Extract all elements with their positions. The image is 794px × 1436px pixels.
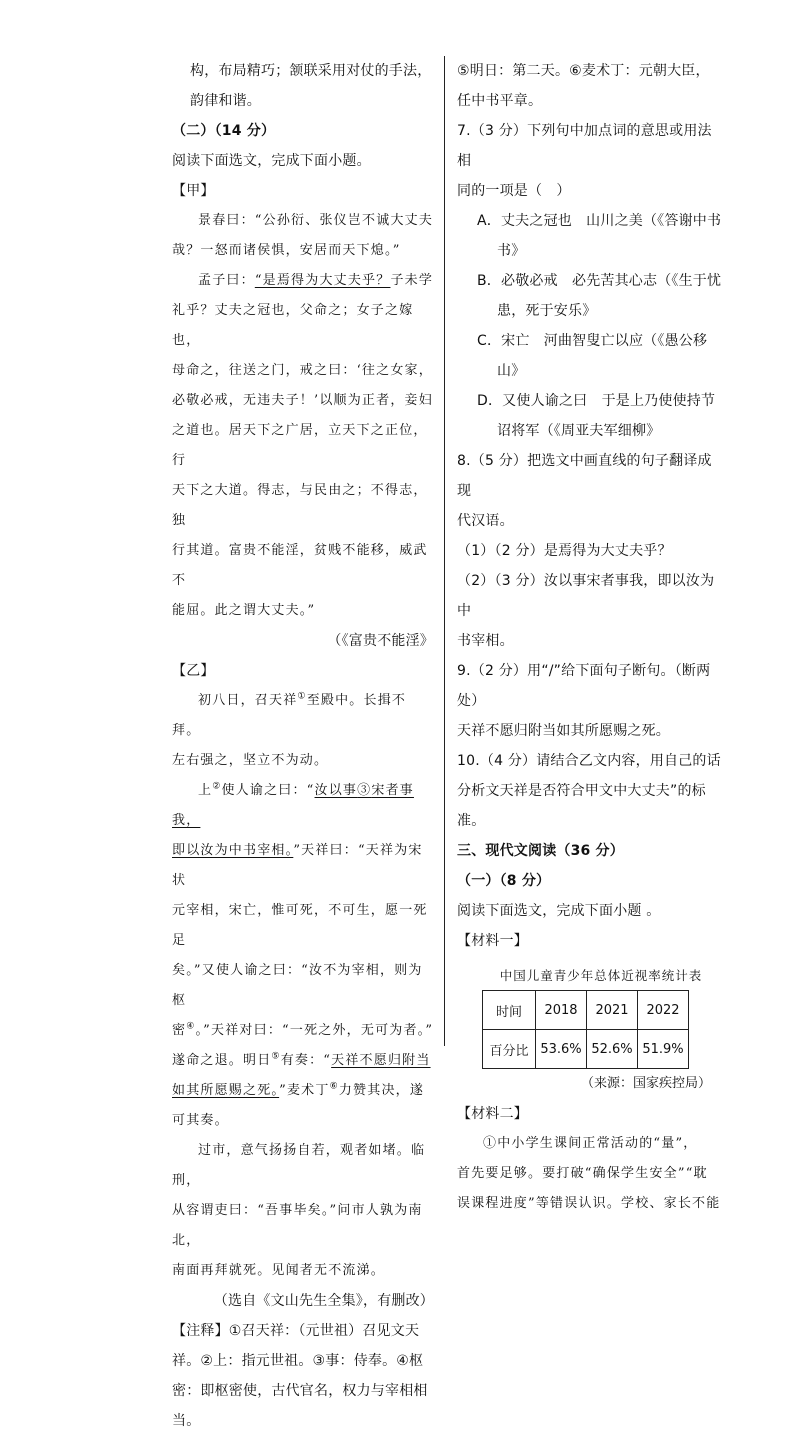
underlined-sentence: 宋者事我， [172, 783, 414, 828]
text-span: ”天祥曰：“天祥为宋状 [172, 843, 423, 888]
material-2-line: ①中小学生课间正常活动的“量”， [483, 1136, 698, 1151]
option-c: 山》 [497, 363, 526, 379]
material-label: 【材料二】 [457, 1106, 528, 1122]
question-9: 9.（2 分）用“/”给下面句子断句。（断两处） [457, 663, 711, 709]
material-label: 【材料一】 [457, 933, 528, 949]
material-2-line: 首先要足够。要打破“确保学生安全”“耽 [457, 1166, 708, 1181]
jia-paragraph-line: 行其道。富贵不能淫，贫贱不能移，威武不 [172, 543, 428, 588]
text-span: 有奏：“ [280, 1053, 332, 1068]
myopia-rate-table [482, 990, 689, 1069]
option-c: C．宋亡 河曲智叟亡以应（《愚公移 [477, 333, 708, 349]
option-b: B．必敬必戒 必先苦其心志（《生于忧 [477, 273, 722, 289]
table-cell: 52.6% [587, 1030, 638, 1069]
footnote-marker: ② [212, 781, 222, 792]
question-8-part-2: （2）（3 分）汝以事宋者事我，即以汝为中 [457, 573, 715, 619]
yi-paragraph-line [172, 686, 434, 746]
table-source: （来源：国家疾控局） [580, 1076, 711, 1091]
question-7: 同的一项是（ ） [457, 183, 571, 199]
question-10: 分析文天祥是否符合甲文中大丈夫”的标准。 [457, 783, 706, 829]
yi-paragraph-line: 左右强之，坚立不为动。 [172, 753, 329, 768]
option-d: D．又使人谕之曰 于是上乃使使持节 [477, 393, 716, 409]
intro-line: 韵律和谐。 [190, 93, 261, 109]
question-9: 天祥不愿归附当如其所愿赐之死。 [457, 723, 670, 739]
table-cell: 53.6% [536, 1030, 587, 1069]
question-7: 7.（3 分）下列句中加点词的意思或用法相 [457, 123, 712, 169]
text-span: 。”天祥对曰：“一死之外，无可为者。” [195, 1023, 434, 1038]
underlined-sentence: 如其所愿赐之死。 [172, 1083, 280, 1098]
text-span: 遂命之退。明日 [172, 1053, 272, 1068]
table-cell: 51.9% [638, 1030, 689, 1069]
instruction: 阅读下面选文，完成下面小题。 [172, 153, 371, 169]
jia-paragraph-line: 之道也。居天下之广居，立天下之正位，行 [172, 423, 428, 468]
jia-source: （《富贵不能淫》 [327, 633, 434, 649]
section-heading: （一）（8 分） [457, 873, 551, 889]
option-b: 患，死于安乐》 [497, 303, 597, 319]
table-row [483, 991, 689, 1030]
underlined-sentence: 即以汝为中书宰相。 [172, 843, 294, 858]
table-row [483, 1030, 689, 1069]
yi-paragraph-line [172, 836, 434, 896]
text-span: ”麦术丁 [279, 1083, 330, 1098]
yi-paragraph-line: 南面再拜就死。见闻者无不流涕。 [172, 1263, 386, 1278]
yi-paragraph-line: 矣。”又使人谕之曰：“汝不为宰相，则为枢 [172, 963, 423, 1008]
material-2-line: 误课程进度”等错误认识。学校、家长不能 [457, 1196, 721, 1211]
intro-line: 构，布局精巧；颔联采用对仗的手法， [190, 63, 432, 79]
jia-paragraph-line [172, 266, 434, 296]
text-span: 力赞其决，遂 [338, 1083, 425, 1098]
footnote-marker: ① [297, 691, 307, 702]
question-8: 8.（5 分）把选文中画直线的句子翻译成现 [457, 453, 712, 499]
yi-paragraph-line: 过市，意气扬扬自若，观者如堵。临刑， [172, 1143, 426, 1188]
jia-paragraph-line: 景春曰：“公孙衍、张仪岂不诚大丈夫 [198, 213, 434, 228]
question-8-part-1: （1）（2 分）是焉得为大丈夫乎？ [457, 543, 672, 559]
section-heading: （二）（14 分） [172, 123, 276, 139]
table-cell: 时间 [483, 991, 536, 1030]
yi-paragraph-line [172, 776, 434, 836]
underlined-sentence: 天祥不愿归附当 [331, 1053, 431, 1068]
jia-paragraph-line: 母命之，往送之门，戒之曰：‘往之女家， [172, 363, 433, 378]
yi-paragraph-line: 可其奏。 [172, 1113, 229, 1128]
footnote-marker: ④ [186, 1021, 196, 1032]
text-span: 使人谕之曰：“ [221, 783, 315, 798]
yi-source: （选自《文山先生全集》，有删改） [213, 1293, 434, 1309]
notes-line: 任中书平章。 [457, 93, 543, 109]
text-span: 孟子曰： [198, 273, 255, 288]
notes-line: 密：即枢密使，古代官名，权力与宰相相当。 [172, 1383, 428, 1429]
table-cell: 百分比 [483, 1030, 536, 1069]
column-divider [444, 56, 445, 1046]
notes-line: 祥。②上：指元世祖。③事：侍奉。④枢 [172, 1353, 424, 1369]
yi-paragraph-line [172, 1076, 434, 1106]
notes-line: 【注释】①召天祥：（元世祖）召见文天 [172, 1323, 420, 1339]
yi-paragraph-line: 元宰相，宋亡，惟可死，不可生，愿一死足 [172, 903, 428, 948]
table-cell: 2022 [638, 991, 689, 1030]
underlined-sentence: “是焉得为大丈夫乎？ [254, 273, 391, 288]
left-column [172, 56, 434, 1436]
question-10: 10.（4 分）请结合乙文内容，用自己的话 [457, 753, 721, 769]
option-d: 诏将军（《周亚夫军细柳》 [497, 423, 661, 439]
jia-paragraph-line: 哉？一怒而诸侯惧，安居而天下熄。” [172, 243, 401, 258]
question-8: 代汉语。 [457, 513, 514, 529]
option-a: 书》 [497, 243, 526, 259]
text-span: 至殿中。长揖不拜。 [172, 693, 407, 738]
footnote-marker: ⑤ [271, 1051, 281, 1062]
footnote-marker: ⑥ [329, 1081, 339, 1092]
instruction: 阅读下面选文，完成下面小题 。 [457, 903, 661, 919]
jia-paragraph-line: 必敬必戒，无违夫子！’以顺为正者，妾妇 [172, 393, 433, 408]
text-span: 子未学 [390, 273, 434, 288]
footnote-marker: ③ [357, 783, 372, 798]
jia-paragraph-line: 礼乎？丈夫之冠也，父命之；女子之嫁也， [172, 303, 414, 348]
yi-label: 【乙】 [172, 663, 215, 679]
jia-paragraph-line: 能屈。此之谓大丈夫。” [172, 603, 316, 618]
option-a: A．丈夫之冠也 山川之美（《答谢中书 [477, 213, 722, 229]
text-span: 上 [198, 783, 213, 798]
jia-paragraph-line: 天下之大道。得志，与民由之；不得志，独 [172, 483, 428, 528]
section-heading: 三、现代文阅读（36 分） [457, 843, 624, 859]
jia-label: 【甲】 [172, 183, 215, 199]
table-title: 中国儿童青少年总体近视率统计表 [499, 968, 703, 983]
yi-paragraph-line [172, 1046, 434, 1076]
yi-paragraph-line: 从容谓吏曰：“吾事毕矣。”问市人孰为南北， [172, 1203, 423, 1248]
yi-paragraph-line [172, 1016, 434, 1046]
right-column [457, 56, 725, 1219]
question-8-part-2: 书宰相。 [457, 633, 514, 649]
text-span: 初八日，召天祥 [198, 693, 298, 708]
table-cell: 2018 [536, 991, 587, 1030]
text-span: 密 [172, 1023, 187, 1038]
notes-line: ⑤明日：第二天。⑥麦术丁：元朝大臣， [457, 63, 710, 79]
table-cell: 2021 [587, 991, 638, 1030]
underlined-sentence: 汝以事 [314, 783, 358, 798]
